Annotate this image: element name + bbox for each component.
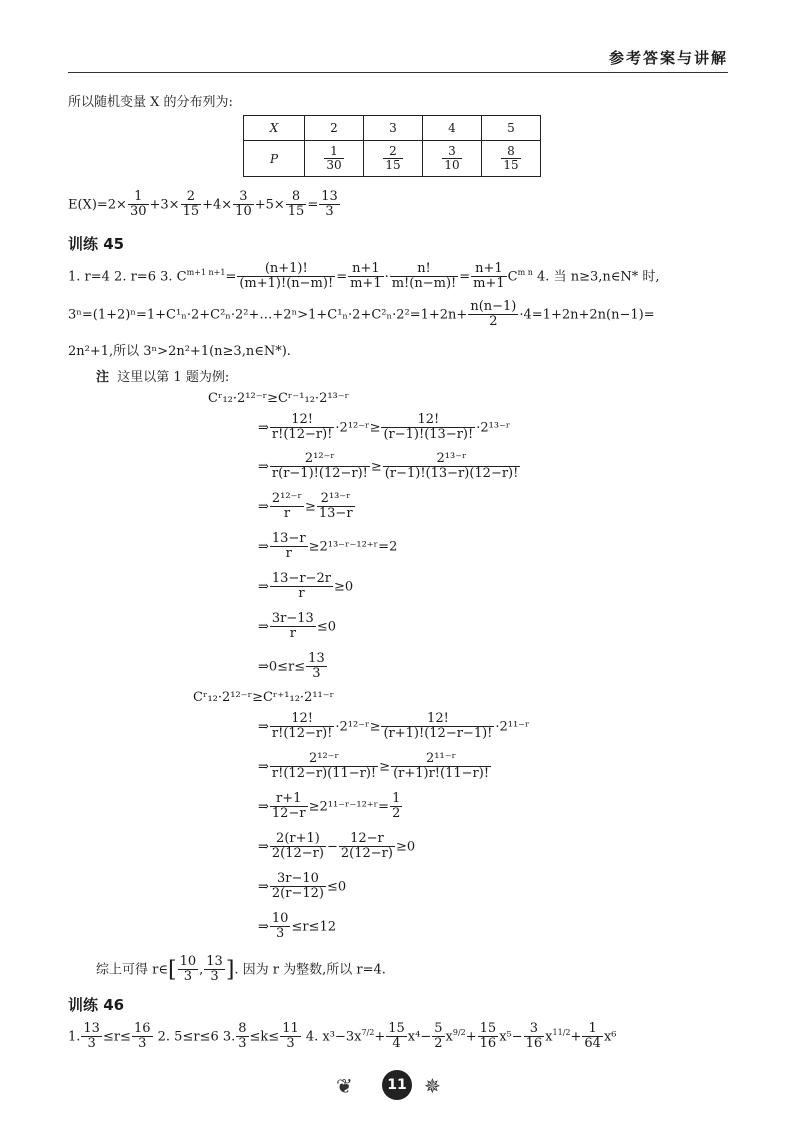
fraction-numerator: 2¹²⁻ʳ — [271, 491, 302, 506]
text: 综上可得 r∈ — [96, 962, 168, 978]
fraction-numerator: 12! — [381, 413, 475, 428]
fraction-numerator: 1 — [392, 791, 401, 806]
expectation-line — [68, 190, 341, 220]
text: C — [507, 269, 518, 285]
table-cell: 2 — [305, 116, 364, 141]
superscript: m n — [517, 267, 533, 277]
fraction-numerator: 15 — [479, 1021, 497, 1036]
fraction-numerator: 13−r−2r — [271, 571, 331, 586]
fraction-numerator: 15 — [388, 1021, 405, 1036]
text: − — [326, 839, 338, 855]
text: ⇒ — [258, 919, 269, 935]
answers-45-line1 — [68, 262, 660, 292]
derivation1-step — [258, 572, 353, 602]
text: 4. x³−3x — [301, 1029, 362, 1045]
fraction-denominator: 64 — [584, 1036, 601, 1052]
text: 3ⁿ=(1+2)ⁿ=1+C¹ₙ·2+C²ₙ·2²+…+2ⁿ>1+C¹ₙ·2+C²ₙ·2²=1+2n+ — [68, 307, 468, 323]
text: +5× — [254, 197, 285, 213]
fraction-denominator: 3 — [312, 666, 321, 682]
fraction-numerator: 3 — [524, 1022, 545, 1037]
derivation1-step — [258, 652, 328, 682]
text: E(X)=2× — [68, 197, 127, 213]
superscript: 11/2 — [552, 1027, 571, 1037]
text: ≥ — [304, 499, 316, 515]
text: 2. 5≤r≤6 3. — [153, 1029, 236, 1045]
text: x — [545, 1029, 553, 1045]
superscript: m+1 n+1 — [186, 267, 226, 277]
fraction-numerator: 1 — [128, 190, 149, 205]
text: ⇒ — [258, 459, 269, 475]
table-cell: X — [244, 116, 305, 141]
fraction-denominator: 16 — [525, 1036, 543, 1052]
text: ≥ — [379, 759, 391, 775]
fraction-denominator: r!(12−r)! — [271, 726, 333, 742]
derivation2-step — [258, 752, 492, 782]
left-bracket: [ — [167, 957, 177, 983]
fraction-numerator: 2¹²⁻ʳ — [270, 452, 370, 467]
text: ≥2¹³⁻ʳ⁻¹²⁺ʳ=2 — [308, 539, 398, 555]
text: ·2¹²⁻ʳ≥ — [335, 420, 381, 436]
text: = — [307, 197, 319, 213]
header-rule — [68, 72, 728, 73]
fraction-denominator: 12−r — [271, 806, 306, 822]
fraction-denominator: r — [283, 506, 291, 522]
fraction-numerator: 5 — [434, 1021, 443, 1036]
table-cell — [423, 141, 482, 177]
fraction-numerator: 10 — [179, 954, 197, 969]
text: ≤r≤ — [102, 1029, 131, 1045]
fraction-numerator: 12! — [270, 413, 334, 428]
fraction-numerator: 13 — [308, 651, 325, 666]
fraction-denominator: 15 — [182, 204, 200, 220]
text: ≥0 — [395, 839, 416, 855]
fraction-denominator: 3 — [276, 926, 285, 942]
text: 1. — [68, 1029, 81, 1045]
fraction-denominator: r!(12−r)! — [271, 427, 333, 443]
derivation1-step — [258, 532, 397, 562]
fraction-denominator: 3 — [238, 1036, 247, 1052]
text: ≤0 — [326, 879, 347, 895]
fraction-numerator: 2 — [181, 190, 202, 205]
text: x⁵− — [499, 1029, 523, 1045]
text: ≥0 — [333, 579, 354, 595]
fraction-numerator: 2¹³⁻ʳ — [383, 452, 521, 467]
text: ⇒ — [258, 499, 269, 515]
table-cell — [364, 141, 423, 177]
fraction-numerator: 8 — [501, 145, 520, 159]
fraction-numerator: 1 — [582, 1022, 603, 1037]
fraction-denominator: 2 — [489, 314, 498, 330]
note-line — [96, 366, 229, 385]
fraction-numerator: 13 — [83, 1021, 100, 1036]
fraction-denominator: 4 — [392, 1036, 401, 1052]
fraction-denominator: 3 — [210, 969, 219, 985]
page-footer — [330, 1066, 470, 1104]
fraction-numerator: 12! — [270, 712, 334, 727]
text: ⇒ — [258, 619, 269, 635]
fraction-numerator: 13 — [321, 189, 338, 204]
conclusion-line — [96, 955, 386, 985]
fraction-denominator: r — [298, 586, 305, 602]
fraction-denominator: 15 — [385, 158, 401, 172]
fraction-denominator: 3 — [183, 969, 192, 985]
ornament-left-icon: ❦ — [336, 1074, 353, 1098]
fraction-numerator: 2¹²⁻ʳ — [270, 752, 378, 767]
fraction-numerator: 10 — [271, 911, 289, 926]
fraction-numerator: 2(r+1) — [270, 832, 326, 847]
text: ≤r≤12 — [291, 919, 336, 935]
fraction-denominator: 3 — [325, 204, 334, 220]
text: = — [225, 269, 237, 285]
derivation1-step — [258, 612, 336, 642]
superscript: 9/2 — [452, 1027, 466, 1037]
fraction-denominator: 16 — [479, 1036, 497, 1052]
answers-45-line2 — [68, 300, 655, 330]
text: , — [199, 962, 204, 978]
fraction-denominator: r — [285, 546, 292, 562]
fraction-denominator: r!(12−r)(11−r)! — [271, 766, 377, 782]
text: x — [445, 1029, 453, 1045]
fraction-numerator: 2¹³⁻ʳ — [317, 492, 355, 507]
text: ⇒0≤r≤ — [258, 659, 306, 675]
intro-text: 所以随机变量 X 的分布列为: — [68, 95, 233, 110]
fraction-denominator: 30 — [326, 158, 342, 172]
fraction-denominator: 2(12−r) — [340, 846, 393, 862]
text: 1. r=4 2. r=6 3. C — [68, 269, 187, 285]
text: 4. 当 n≥3,n∈N* 时, — [532, 269, 660, 285]
text: + — [374, 1029, 386, 1045]
text: ·2¹²⁻ʳ≥ — [335, 719, 381, 735]
fraction-numerator: n(n−1) — [470, 299, 517, 314]
fraction-denominator: (r+1)!(12−r−1)! — [383, 726, 493, 742]
text: + — [465, 1029, 477, 1045]
derivation2-step — [258, 912, 336, 942]
fraction-denominator: 2 — [434, 1036, 443, 1052]
table-row — [244, 116, 541, 141]
fraction-numerator: (n+1)! — [237, 262, 335, 277]
fraction-numerator: 13−r — [271, 531, 306, 546]
text: ⇒ — [258, 539, 269, 555]
text: x⁴− — [407, 1029, 432, 1045]
text: +4× — [202, 197, 233, 213]
page-number: 11 — [382, 1070, 412, 1100]
fraction-numerator: n+1 — [348, 262, 384, 277]
table-cell: 5 — [482, 116, 541, 141]
fraction-numerator: r+1 — [270, 792, 308, 807]
text: ⇒ — [258, 799, 269, 815]
table-cell: P — [244, 141, 305, 177]
fraction-denominator: r — [289, 626, 296, 642]
derivation2-step — [258, 832, 415, 862]
fraction-denominator: (r−1)!(13−r)(12−r)! — [384, 466, 519, 482]
text: ·2¹¹⁻ʳ — [495, 719, 530, 735]
text: ⇒ — [258, 579, 269, 595]
fraction-numerator: 2 — [383, 145, 402, 159]
fraction-denominator: r(r−1)!(12−r)! — [271, 466, 368, 482]
fraction-denominator: 3 — [286, 1036, 295, 1052]
distribution-table-wrap — [243, 115, 541, 177]
derivation1-step — [258, 452, 521, 482]
running-header: 参考答案与讲解 — [608, 49, 728, 67]
fraction-denominator: m+1 — [350, 276, 382, 292]
fraction-denominator: 15 — [503, 158, 519, 172]
fraction-numerator: 3r−13 — [271, 611, 314, 626]
fraction-denominator: 3 — [87, 1036, 96, 1052]
fraction-numerator: 12−r — [339, 832, 395, 847]
fraction-numerator: 1 — [324, 145, 343, 159]
fraction-denominator: 2 — [392, 806, 401, 822]
fraction-denominator: 2(r−12) — [271, 886, 324, 902]
fraction-numerator: 8 — [238, 1021, 247, 1036]
fraction-numerator: 8 — [286, 190, 307, 205]
section-title-45: 训练 45 — [68, 235, 125, 253]
section-title-46: 训练 46 — [68, 996, 125, 1014]
text: . 因为 r 为整数,所以 r=4. — [234, 962, 386, 978]
fraction-denominator: 30 — [129, 204, 147, 220]
fraction-denominator: (r−1)!(13−r)! — [383, 427, 474, 443]
fraction-numerator: 3r−10 — [270, 872, 326, 887]
answers-46-line — [68, 1022, 616, 1052]
text: = — [459, 269, 471, 285]
distribution-table — [243, 115, 541, 177]
table-cell: 4 — [423, 116, 482, 141]
fraction-denominator: (r+1)r!(11−r)! — [393, 766, 490, 782]
fraction-denominator: 10 — [444, 158, 460, 172]
fraction-numerator: 3 — [233, 190, 254, 205]
derivation2-step — [258, 872, 346, 902]
derivation2-step — [258, 792, 403, 822]
fraction-denominator: 10 — [235, 204, 252, 220]
derivation2-step — [258, 712, 530, 742]
text: + — [570, 1029, 582, 1045]
fraction-numerator: 16 — [133, 1021, 151, 1036]
note-label: 注 — [96, 370, 110, 385]
text: ≤0 — [316, 619, 336, 635]
fraction-denominator: 15 — [287, 204, 305, 220]
text: ·2¹³⁻ʳ — [476, 420, 511, 436]
table-cell — [482, 141, 541, 177]
derivation1-head: Cʳ₁₂·2¹²⁻ʳ≥Cʳ⁻¹₁₂·2¹³⁻ʳ — [208, 391, 350, 406]
text: +3× — [149, 197, 180, 213]
fraction-numerator: n! — [390, 262, 459, 277]
fraction-numerator: 2¹¹⁻ʳ — [391, 752, 491, 767]
fraction-numerator: n+1 — [471, 262, 507, 277]
text: ⇒ — [258, 879, 269, 895]
fraction-denominator: (m+1)!(n−m)! — [239, 276, 334, 292]
answers-45-line3: 2n²+1,所以 3ⁿ>2n²+1(n≥3,n∈N*). — [68, 344, 291, 359]
fraction-denominator: 13−r — [318, 506, 353, 522]
superscript: 7/2 — [361, 1027, 375, 1037]
text: ≥2¹¹⁻ʳ⁻¹²⁺ʳ= — [308, 799, 390, 815]
fraction-denominator: 3 — [138, 1036, 147, 1052]
derivation1-step — [258, 413, 510, 443]
table-cell: 3 — [364, 116, 423, 141]
text: ⇒ — [258, 719, 269, 735]
text: x⁶ — [603, 1029, 617, 1045]
text: = — [336, 269, 348, 285]
fraction-numerator: 11 — [282, 1021, 299, 1036]
text: ·4=1+2n+2n(n−1)= — [519, 307, 655, 323]
fraction-denominator: m+1 — [473, 276, 505, 292]
fraction-numerator: 3 — [442, 145, 461, 159]
text: ⇒ — [258, 839, 269, 855]
table-cell — [305, 141, 364, 177]
fraction-numerator: 12! — [381, 712, 494, 727]
ornament-right-icon: ✵ — [424, 1074, 441, 1098]
derivation2-head: Cʳ₁₂·2¹²⁻ʳ≥Cʳ⁺¹₁₂·2¹¹⁻ʳ — [193, 690, 335, 705]
fraction-denominator: 2(12−r) — [271, 846, 324, 862]
note-text: 这里以第 1 题为例: — [117, 370, 230, 385]
text: · — [384, 269, 389, 285]
fraction-numerator: 13 — [206, 954, 223, 969]
fraction-denominator: m!(n−m)! — [391, 276, 457, 292]
text: ⇒ — [258, 420, 269, 436]
derivation1-step — [258, 492, 356, 522]
table-row — [244, 141, 541, 177]
right-bracket: ] — [225, 957, 235, 983]
text: ⇒ — [258, 759, 269, 775]
text: ≤k≤ — [249, 1029, 280, 1045]
text: ≥ — [370, 459, 382, 475]
